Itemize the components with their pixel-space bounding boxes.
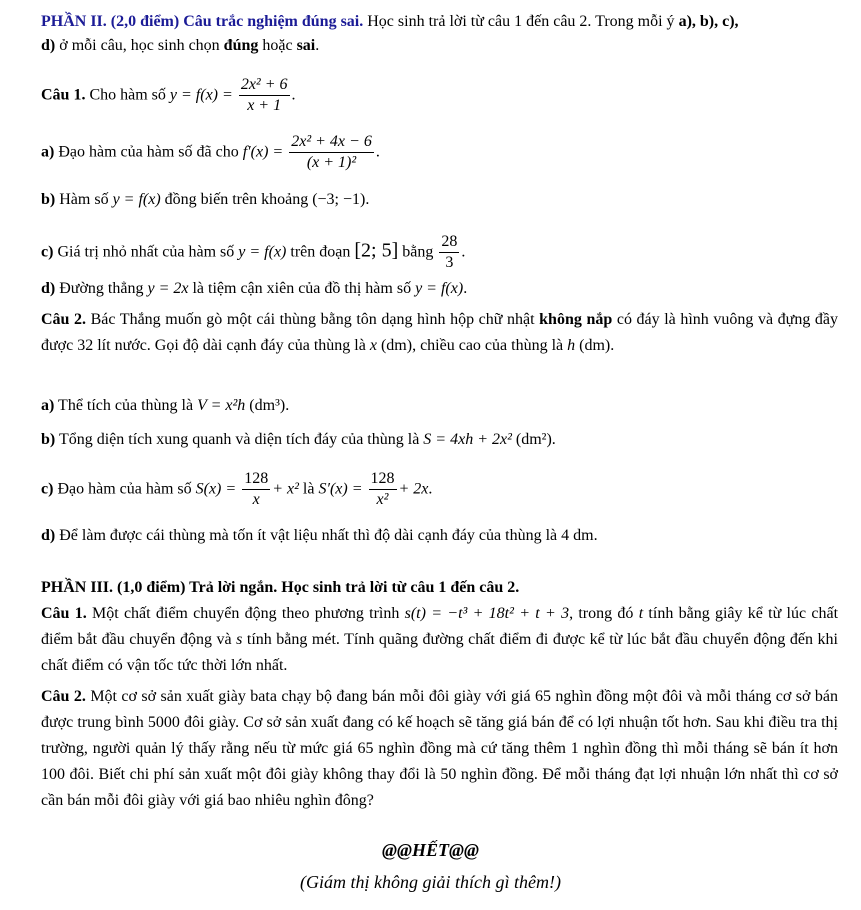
punctuation: . bbox=[593, 527, 598, 544]
false-word: sai bbox=[296, 37, 316, 54]
math-expression: S(x) = bbox=[195, 480, 237, 498]
item-text: đồng biến trên khoảng bbox=[164, 191, 313, 208]
part3-q2 bbox=[41, 684, 838, 814]
item-text: Đường thẳng bbox=[55, 280, 148, 297]
math-expression: V = x²h bbox=[197, 397, 246, 414]
question-text: , trong đó bbox=[569, 605, 639, 622]
punctuation: . bbox=[428, 480, 433, 498]
math-expression: + 2x bbox=[398, 480, 429, 498]
fraction-denominator: (x + 1)² bbox=[306, 154, 357, 172]
fraction-denominator: x bbox=[252, 491, 260, 509]
part3-q1 bbox=[41, 601, 838, 679]
part2-q1-item-c bbox=[41, 233, 465, 273]
part2-q2-item-c bbox=[41, 470, 432, 510]
item-text: Hàm số bbox=[55, 191, 113, 208]
item-label: a) bbox=[41, 143, 55, 161]
item-label: c) bbox=[41, 243, 54, 261]
fraction bbox=[239, 76, 290, 116]
answer-value: 4 dm bbox=[561, 527, 594, 544]
heading-text: hoặc bbox=[258, 37, 297, 54]
part2-q2-item-b bbox=[41, 430, 556, 450]
part2-q1-item-b bbox=[41, 190, 369, 210]
fraction-numerator: 128 bbox=[242, 470, 270, 490]
math-expression: y = 2x bbox=[147, 280, 189, 297]
part2-heading-instructions: Học sinh trả lời từ câu 1 đến câu 2. Trong mỗi ý bbox=[363, 13, 679, 30]
fraction bbox=[242, 470, 270, 510]
punctuation: . bbox=[285, 397, 290, 414]
fraction bbox=[369, 470, 397, 510]
punctuation: . bbox=[375, 143, 380, 161]
item-text: là bbox=[298, 480, 319, 498]
item-label: b) bbox=[41, 191, 56, 208]
math-variable: h bbox=[567, 337, 576, 354]
part2-q1-item-a bbox=[41, 133, 380, 173]
heading-text: ở mỗi câu, học sinh chọn bbox=[55, 37, 224, 54]
item-text: trên đoạn bbox=[286, 243, 355, 261]
question-text: Một chất điểm chuyển động theo phương trình bbox=[86, 605, 405, 622]
item-text: bằng bbox=[398, 243, 438, 261]
question-label: Câu 2. bbox=[41, 688, 86, 705]
math-variable: t bbox=[638, 605, 644, 622]
unit: (dm) bbox=[376, 337, 413, 354]
unit: (dm³) bbox=[245, 397, 286, 414]
question-text: có đáy là hình vuông và đựng đầy được 32 lít nước. Gọi độ dài cạnh đáy của thùng là bbox=[41, 311, 839, 354]
item-text: Tổng diện tích xung quanh và diện tích đáy của thùng là bbox=[55, 431, 424, 448]
end-mark: @@HẾT@@ bbox=[382, 840, 479, 860]
punctuation: . bbox=[461, 243, 466, 261]
part2-q1-stem bbox=[41, 76, 296, 116]
item-text: Giá trị nhỏ nhất của hàm số bbox=[53, 243, 239, 261]
fraction bbox=[439, 233, 459, 273]
fraction-denominator: x² bbox=[376, 491, 389, 509]
part3-heading-title: PHẦN III. (1,0 điểm) Trả lời ngắn. Học sinh trả lời từ câu 1 đến câu 2. bbox=[41, 579, 520, 596]
part2-heading-line2 bbox=[41, 36, 319, 56]
fraction bbox=[289, 133, 374, 173]
math-variable: s bbox=[236, 631, 243, 648]
part2-heading-line1 bbox=[41, 12, 739, 32]
proctor-note: (Giám thị không giải thích gì thêm!) bbox=[300, 872, 561, 892]
math-expression: y = f(x) bbox=[415, 280, 464, 297]
math-interval: (−3; −1) bbox=[312, 191, 366, 208]
punctuation: . bbox=[463, 280, 468, 297]
unit: (dm²) bbox=[511, 431, 552, 448]
item-label: d) bbox=[41, 527, 56, 544]
part2-q2-item-a bbox=[41, 396, 289, 416]
question-text: , chiều cao của thùng là bbox=[412, 337, 568, 354]
question-label: Câu 1. bbox=[41, 605, 87, 622]
math-expression: f′(x) = bbox=[242, 143, 284, 161]
question-text: tính bằng mét. Tính quãng đường chất điểm đi được kể từ lúc bắt đầu chuyển động đến khi chất điểm có vận tốc tức thời lớn nhất. bbox=[41, 631, 838, 674]
emphasis-text: không nắp bbox=[539, 311, 613, 328]
question-text: Một cơ sở sản xuất giày bata chạy bộ đang bán mỗi đôi giày với giá 65 nghìn đồng một đôi và mỗi tháng cơ sở bán được trung bình 5000 đôi giày. Cơ sở sản xuất đang có kế hoạch sẽ tăng giá bán để có lợi nhuận tốt hơn. Sau khi điều tra thị trường, người quản lý thấy rằng nếu từ mức giá 65 nghìn đồng mà cứ tăng thêm 1 nghìn đồng thì mỗi tháng sẽ bán ít hơn 100 đôi. Biết chi phí sản xuất một đôi giày không thay đổi là 50 nghìn đồng. Để mỗi tháng đạt lợi nhuận lớn nhất thì cơ sở cần bán mỗi đôi giày với giá bao nhiêu nghìn đông? bbox=[41, 688, 839, 809]
math-interval: [2; 5] bbox=[354, 239, 399, 262]
math-expression: y = f(x) = bbox=[169, 86, 233, 104]
part2-heading-title: PHẦN II. (2,0 điểm) Câu trắc nghiệm đúng sai. bbox=[41, 13, 364, 30]
item-text: Đạo hàm của hàm số bbox=[53, 480, 196, 498]
question-label: Câu 1. bbox=[41, 86, 86, 104]
part2-q2-stem bbox=[41, 307, 838, 359]
item-text: Để làm được cái thùng mà tốn ít vật liệu nhất thì độ dài cạnh đáy của thùng là bbox=[55, 527, 562, 544]
math-expression: y = f(x) bbox=[238, 243, 287, 261]
item-text: Thể tích của thùng là bbox=[54, 397, 198, 414]
item-label: c) bbox=[41, 480, 54, 498]
fraction-numerator: 2x² + 6 bbox=[239, 76, 290, 96]
item-label: a) bbox=[41, 397, 55, 414]
fraction-numerator: 2x² + 4x − 6 bbox=[289, 133, 374, 153]
item-text: Đạo hàm của hàm số đã cho bbox=[54, 143, 243, 161]
unit: (dm) bbox=[575, 337, 611, 354]
math-variable: x bbox=[369, 337, 377, 354]
fraction-numerator: 128 bbox=[369, 470, 397, 490]
question-text: Bác Thắng muốn gò một cái thùng bằng tôn dạng hình hộp chữ nhật bbox=[86, 311, 540, 328]
math-expression: s(t) = −t³ + 18t² + t + 3 bbox=[404, 605, 570, 622]
part2-q2-item-d bbox=[41, 526, 598, 546]
math-expression: S = 4xh + 2x² bbox=[423, 431, 512, 448]
punctuation: . bbox=[365, 191, 370, 208]
item-label: b) bbox=[41, 431, 56, 448]
item-label: d) bbox=[41, 280, 56, 297]
question-text: tính bằng giây kể từ lúc chất điểm bắt đầu chuyển động và bbox=[41, 605, 839, 648]
question-text: Cho hàm số bbox=[85, 86, 170, 104]
punctuation: . bbox=[291, 86, 296, 104]
punctuation: . bbox=[610, 337, 615, 354]
part2-heading-options: a), b), c), bbox=[678, 13, 739, 30]
true-word: đúng bbox=[223, 37, 259, 54]
math-expression: y = f(x) bbox=[112, 191, 161, 208]
item-text: là tiệm cận xiên của đồ thị hàm số bbox=[192, 280, 416, 297]
fraction-denominator: 3 bbox=[445, 254, 454, 272]
option-d-label: d) bbox=[41, 37, 56, 54]
fraction-numerator: 28 bbox=[439, 233, 459, 253]
math-expression: + x² bbox=[272, 480, 299, 498]
math-expression: S′(x) = bbox=[318, 480, 363, 498]
question-label: Câu 2. bbox=[41, 311, 87, 328]
part3-heading bbox=[41, 578, 519, 598]
fraction-denominator: x + 1 bbox=[247, 97, 282, 115]
part2-q1-item-d bbox=[41, 279, 467, 299]
punctuation: . bbox=[315, 37, 320, 54]
punctuation: . bbox=[551, 431, 556, 448]
